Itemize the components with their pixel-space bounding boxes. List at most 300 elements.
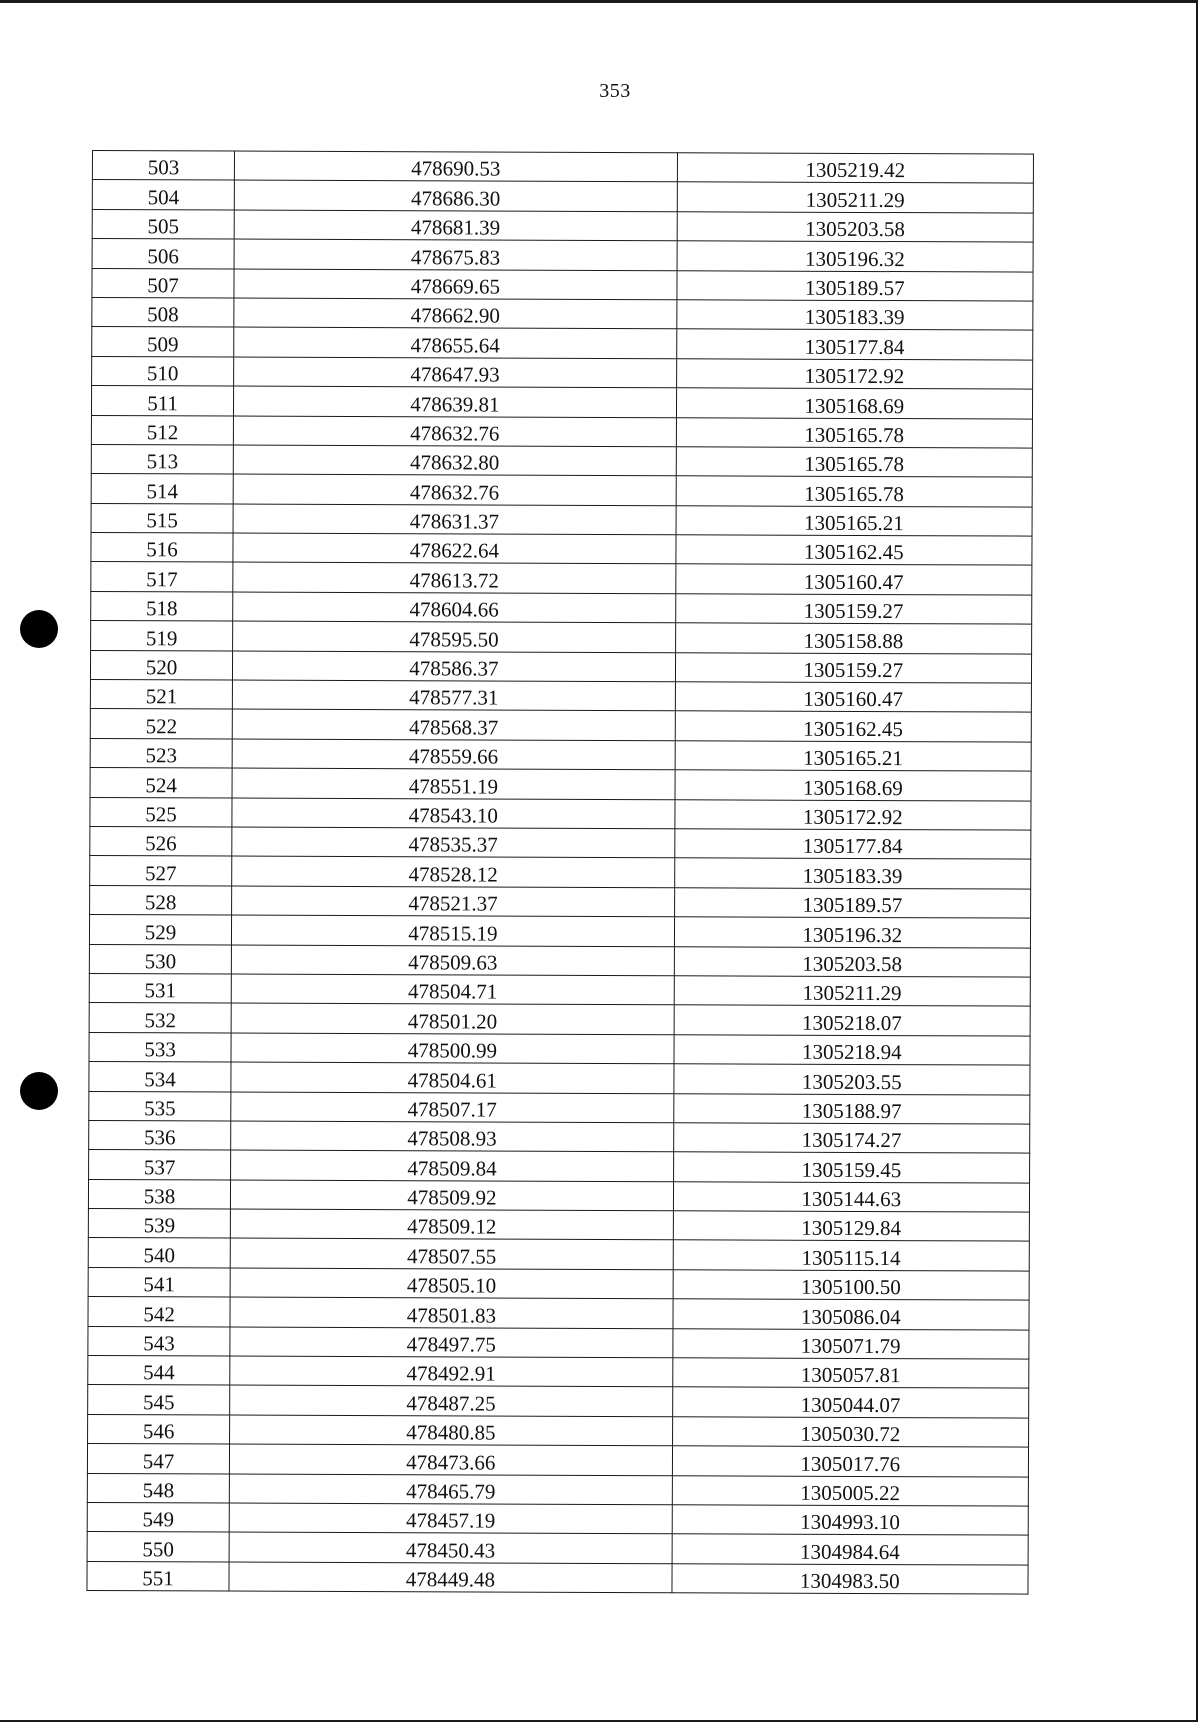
y-coordinate-cell [675,623,1032,654]
y-coordinate-text: 1304993.10 [800,1510,900,1535]
x-coordinate-cell [234,386,677,417]
point-id-cell [90,797,232,827]
table-row [88,1326,1029,1359]
x-coordinate-text: 478586.37 [409,656,499,681]
x-coordinate-text: 478492.91 [406,1361,496,1386]
x-coordinate-text: 478457.19 [405,1508,496,1533]
y-coordinate-cell [673,1181,1030,1212]
x-coordinate-text: 478509.84 [407,1155,497,1181]
y-coordinate-cell [672,1446,1029,1477]
point-id-cell [92,268,234,298]
x-coordinate-cell [231,1121,674,1152]
point-id-text: 549 [142,1507,175,1532]
y-coordinate-text: 1305211.29 [805,187,905,212]
point-id-text: 532 [144,1007,177,1033]
table-row [90,680,1031,713]
binder-hole [20,610,58,648]
table-row [88,1385,1029,1418]
table-row [91,533,1032,566]
x-coordinate-text: 478509.63 [408,950,498,975]
x-coordinate-cell [231,1033,674,1064]
x-coordinate-cell [229,1503,672,1534]
y-coordinate-text: 1305162.45 [803,540,904,565]
point-id-cell [88,1356,230,1386]
x-coordinate-cell [234,239,677,270]
y-coordinate-cell [676,447,1033,478]
point-id-cell [91,621,233,651]
x-coordinate-cell [230,1444,673,1475]
table-row [91,591,1032,624]
x-coordinate-text: 478528.12 [408,861,498,887]
x-coordinate-cell [230,1356,673,1387]
point-id-cell [90,709,232,739]
y-coordinate-text: 1305071.79 [800,1333,901,1359]
x-coordinate-text: 478595.50 [409,626,499,652]
point-id-text: 546 [142,1419,175,1444]
y-coordinate-text: 1305177.84 [802,834,903,859]
x-coordinate-text: 478632.76 [409,479,500,505]
y-coordinate-text: 1305219.42 [805,158,906,183]
y-coordinate-text: 1305129.84 [801,1216,902,1241]
table-row [88,1267,1029,1300]
x-coordinate-cell [231,1180,674,1211]
point-id-cell [89,973,231,1003]
y-coordinate-cell [673,1123,1030,1154]
x-coordinate-cell [231,1062,674,1093]
y-coordinate-text: 1305183.39 [802,863,903,888]
x-coordinate-cell [231,945,674,976]
x-coordinate-cell [234,180,677,211]
x-coordinate-cell [234,269,677,300]
point-id-text: 503 [147,155,180,180]
table-row [91,503,1032,536]
y-coordinate-text: 1305196.32 [804,246,905,271]
y-coordinate-text: 1305218.94 [801,1039,902,1065]
y-coordinate-cell [674,946,1031,977]
y-coordinate-text: 1305115.14 [801,1245,901,1270]
point-id-text: 533 [144,1037,176,1062]
table-row [88,1238,1029,1271]
table-row [87,1444,1028,1477]
y-coordinate-cell [676,329,1033,360]
point-id-text: 548 [142,1478,175,1503]
point-id-text: 506 [147,243,179,268]
y-coordinate-text: 1305203.58 [805,216,905,242]
x-coordinate-cell [232,886,675,917]
point-id-text: 511 [147,390,179,415]
x-coordinate-text: 478568.37 [408,715,499,740]
point-id-text: 542 [143,1301,175,1326]
y-coordinate-text: 1305144.63 [801,1186,902,1212]
x-coordinate-text: 478509.92 [407,1185,497,1210]
table-row [88,1414,1029,1447]
point-id-cell [90,826,232,856]
y-coordinate-text: 1305211.29 [802,981,902,1006]
table-row [90,738,1031,771]
point-id-text: 514 [146,478,179,504]
x-coordinate-cell [233,592,676,623]
point-id-text: 539 [143,1213,176,1238]
y-coordinate-cell [673,1093,1030,1124]
x-coordinate-text: 478501.83 [406,1302,497,1328]
y-coordinate-cell [673,1270,1030,1301]
point-id-text: 545 [142,1390,175,1415]
table-row [92,327,1033,360]
y-coordinate-cell [676,300,1033,331]
point-id-text: 518 [146,596,178,621]
point-id-text: 512 [146,420,179,445]
y-coordinate-cell [674,1034,1031,1065]
x-coordinate-text: 478509.12 [407,1214,497,1240]
x-coordinate-text: 478480.85 [406,1420,496,1445]
table-row [88,1179,1029,1212]
y-coordinate-text: 1305005.22 [800,1480,901,1506]
y-coordinate-cell [673,1211,1030,1242]
y-coordinate-text: 1305203.55 [801,1069,902,1094]
point-id-cell [92,239,234,269]
x-coordinate-cell [233,474,676,505]
point-id-cell [90,856,232,886]
x-coordinate-cell [230,1297,673,1328]
x-coordinate-cell [229,1532,672,1563]
table-row [92,239,1033,272]
y-coordinate-text: 1305158.88 [803,628,904,653]
x-coordinate-text: 478675.83 [410,244,501,270]
y-coordinate-text: 1305189.57 [802,892,903,918]
point-id-cell [92,327,234,357]
y-coordinate-cell [672,1563,1029,1594]
y-coordinate-cell [675,594,1032,625]
x-coordinate-text: 478690.53 [411,156,501,181]
y-coordinate-text: 1304983.50 [799,1568,900,1594]
point-id-text: 550 [142,1536,174,1562]
y-coordinate-cell [674,829,1031,860]
point-id-text: 529 [144,919,177,944]
x-coordinate-text: 478505.10 [406,1273,497,1298]
y-coordinate-text: 1305057.81 [800,1363,901,1388]
point-id-cell [91,415,233,445]
point-id-cell [91,562,233,592]
x-coordinate-cell [232,915,675,946]
point-id-text: 516 [146,537,178,562]
table-row [90,768,1031,801]
point-id-cell [88,1414,230,1444]
x-coordinate-text: 478639.81 [410,391,500,417]
x-coordinate-cell [235,151,678,182]
table-row [92,151,1033,184]
x-coordinate-text: 478504.71 [407,979,498,1004]
y-coordinate-cell [676,535,1033,566]
x-coordinate-text: 478622.64 [409,538,500,564]
y-coordinate-cell [677,153,1034,184]
table-row [91,444,1032,477]
point-id-cell [91,591,233,621]
y-coordinate-text: 1305174.27 [801,1128,902,1153]
y-coordinate-cell [674,1005,1031,1036]
point-id-text: 544 [143,1360,175,1385]
point-id-text: 527 [144,860,177,886]
y-coordinate-text: 1305172.92 [802,804,903,830]
y-coordinate-cell [676,388,1033,419]
y-coordinate-text: 1305203.58 [802,951,903,977]
x-coordinate-cell [232,856,675,887]
x-coordinate-text: 478632.76 [410,421,500,446]
x-coordinate-text: 478543.10 [408,803,498,828]
point-id-cell [92,180,234,210]
x-coordinate-text: 478465.79 [406,1479,496,1504]
point-id-cell [92,209,234,239]
point-id-text: 513 [146,449,179,474]
x-coordinate-cell [232,680,675,711]
point-id-cell [89,1003,231,1033]
x-coordinate-text: 478559.66 [408,744,499,769]
y-coordinate-cell [673,1299,1030,1330]
y-coordinate-cell [676,358,1033,389]
table-row [88,1297,1029,1330]
point-id-cell [88,1267,230,1297]
point-id-cell [87,1473,229,1503]
point-id-cell [87,1444,229,1474]
x-coordinate-cell [233,563,676,594]
x-coordinate-cell [232,798,675,829]
point-id-cell [89,1120,231,1150]
x-coordinate-cell [233,651,676,682]
x-coordinate-cell [230,1209,673,1240]
y-coordinate-text: 1305159.45 [801,1157,902,1182]
table-row [87,1532,1028,1565]
point-id-text: 541 [143,1272,176,1297]
table-row [87,1502,1028,1535]
x-coordinate-text: 478501.20 [407,1008,498,1034]
table-row [88,1209,1029,1242]
table-row [92,180,1033,213]
x-coordinate-text: 478508.93 [407,1126,497,1151]
y-coordinate-text: 1305017.76 [800,1451,901,1476]
y-coordinate-cell [672,1387,1029,1418]
binder-hole [20,1072,58,1110]
y-coordinate-cell [674,976,1031,1007]
y-coordinate-text: 1304984.64 [799,1539,900,1564]
y-coordinate-cell [677,241,1034,272]
y-coordinate-text: 1305196.32 [802,922,903,947]
y-coordinate-text: 1305165.78 [804,452,905,477]
point-id-cell [92,356,234,386]
y-coordinate-text: 1305159.27 [803,598,904,624]
point-id-text: 521 [145,684,178,709]
table-row [92,356,1033,389]
y-coordinate-cell [675,770,1032,801]
x-coordinate-cell [233,504,676,535]
point-id-text: 543 [143,1331,175,1356]
x-coordinate-text: 478632.80 [410,450,500,475]
x-coordinate-cell [234,357,677,388]
y-coordinate-cell [676,505,1033,536]
x-coordinate-cell [233,621,676,652]
y-coordinate-text: 1305172.92 [804,363,905,389]
point-id-cell [92,297,234,327]
point-id-cell [90,768,232,798]
y-coordinate-text: 1305188.97 [801,1098,902,1124]
point-id-cell [87,1561,229,1591]
point-id-cell [90,738,232,768]
x-coordinate-cell [234,327,677,358]
x-coordinate-cell [230,1415,673,1446]
point-id-cell [89,1032,231,1062]
point-id-text: 551 [142,1566,174,1591]
point-id-text: 524 [145,772,177,797]
y-coordinate-cell [677,182,1034,213]
point-id-text: 517 [146,567,178,592]
point-id-cell [91,474,233,504]
point-id-text: 547 [142,1448,175,1473]
table-row [89,1003,1030,1036]
x-coordinate-cell [234,416,677,447]
y-coordinate-cell [673,1152,1030,1183]
x-coordinate-text: 478613.72 [409,568,499,593]
point-id-cell [91,444,233,474]
y-coordinate-text: 1305165.21 [803,745,903,771]
point-id-cell [89,1150,231,1180]
x-coordinate-cell [230,1238,673,1269]
table-row [92,209,1033,242]
table-row [91,562,1032,595]
table-row [90,709,1031,742]
point-id-text: 507 [147,273,179,298]
table-row [91,474,1032,507]
x-coordinate-text: 478681.39 [410,215,501,240]
y-coordinate-cell [672,1328,1029,1359]
x-coordinate-text: 478551.19 [408,773,499,799]
y-coordinate-text: 1305168.69 [802,775,903,800]
table-row [90,856,1031,889]
point-id-text: 536 [143,1125,176,1150]
point-id-cell [90,885,232,915]
page-number: 353 [599,80,631,102]
x-coordinate-cell [230,1327,673,1358]
table-row [90,797,1031,830]
y-coordinate-cell [675,741,1032,772]
coordinates-table-body [87,151,1034,1595]
y-coordinate-text: 1305189.57 [804,275,905,301]
x-coordinate-text: 478504.61 [407,1067,497,1093]
y-coordinate-text: 1305165.78 [804,422,905,448]
table-row [92,268,1033,301]
y-coordinate-cell [672,1505,1029,1536]
point-id-text: 528 [144,890,177,915]
x-coordinate-text: 478487.25 [406,1391,496,1416]
x-coordinate-text: 478500.99 [407,1038,498,1063]
table-row [91,386,1032,419]
point-id-text: 515 [146,508,178,533]
table-row [92,297,1033,330]
point-id-text: 538 [143,1184,176,1209]
y-coordinate-cell [672,1475,1029,1506]
point-id-text: 534 [144,1066,176,1091]
x-coordinate-text: 478497.75 [406,1332,496,1357]
y-coordinate-cell [676,417,1033,448]
x-coordinate-text: 478507.17 [407,1097,497,1122]
table-row [90,885,1031,918]
y-coordinate-text: 1305044.07 [800,1392,901,1417]
table-row [89,944,1030,977]
point-id-cell [89,1091,231,1121]
y-coordinate-cell [673,1064,1030,1095]
y-coordinate-cell [676,476,1033,507]
point-id-cell [89,944,231,974]
x-coordinate-text: 478507.55 [406,1244,497,1269]
point-id-text: 519 [145,625,178,650]
point-id-cell [91,533,233,563]
x-coordinate-cell [231,1150,674,1181]
x-coordinate-cell [233,445,676,476]
x-coordinate-text: 478473.66 [406,1449,496,1475]
y-coordinate-text: 1305100.50 [801,1274,901,1300]
x-coordinate-cell [233,533,676,564]
table-row [89,1062,1030,1095]
x-coordinate-cell [231,974,674,1005]
point-id-cell [88,1297,230,1327]
x-coordinate-text: 478669.65 [410,274,501,299]
x-coordinate-text: 478535.37 [408,832,498,857]
y-coordinate-text: 1305160.47 [803,569,904,594]
y-coordinate-cell [674,917,1031,948]
point-id-text: 508 [147,302,179,327]
table-row [89,915,1030,948]
y-coordinate-cell [672,1358,1029,1389]
point-id-cell [88,1209,230,1239]
x-coordinate-cell [231,1003,674,1034]
table-row [89,1150,1030,1183]
y-coordinate-cell [672,1534,1029,1565]
y-coordinate-cell [672,1417,1029,1448]
table-row [90,650,1031,683]
y-coordinate-text: 1305160.47 [803,687,904,712]
y-coordinate-text: 1305218.07 [802,1010,902,1035]
point-id-text: 505 [147,214,180,239]
y-coordinate-cell [677,212,1034,243]
y-coordinate-cell [675,564,1032,595]
x-coordinate-cell [234,298,677,329]
point-id-cell [91,503,233,533]
point-id-cell [87,1532,229,1562]
y-coordinate-text: 1305162.45 [803,716,904,741]
point-id-cell [91,386,233,416]
table-row [87,1561,1028,1594]
y-coordinate-cell [675,711,1032,742]
y-coordinate-cell [675,799,1032,830]
point-id-text: 526 [145,831,177,856]
y-coordinate-text: 1305030.72 [800,1421,901,1447]
y-coordinate-text: 1305183.39 [804,305,905,330]
x-coordinate-cell [232,827,675,858]
point-id-text: 523 [145,743,178,768]
x-coordinate-cell [229,1474,672,1505]
y-coordinate-text: 1305086.04 [800,1304,901,1329]
x-coordinate-cell [230,1268,673,1299]
y-coordinate-text: 1305177.84 [804,334,905,359]
point-id-text: 510 [146,361,179,386]
table-row [91,415,1032,448]
table-row [90,826,1031,859]
point-id-cell [89,1062,231,1092]
table-row [89,1032,1030,1065]
point-id-text: 537 [143,1154,176,1179]
y-coordinate-cell [674,888,1031,919]
y-coordinate-cell [674,858,1031,889]
x-coordinate-cell [232,739,675,770]
x-coordinate-cell [234,210,677,241]
x-coordinate-cell [232,768,675,799]
